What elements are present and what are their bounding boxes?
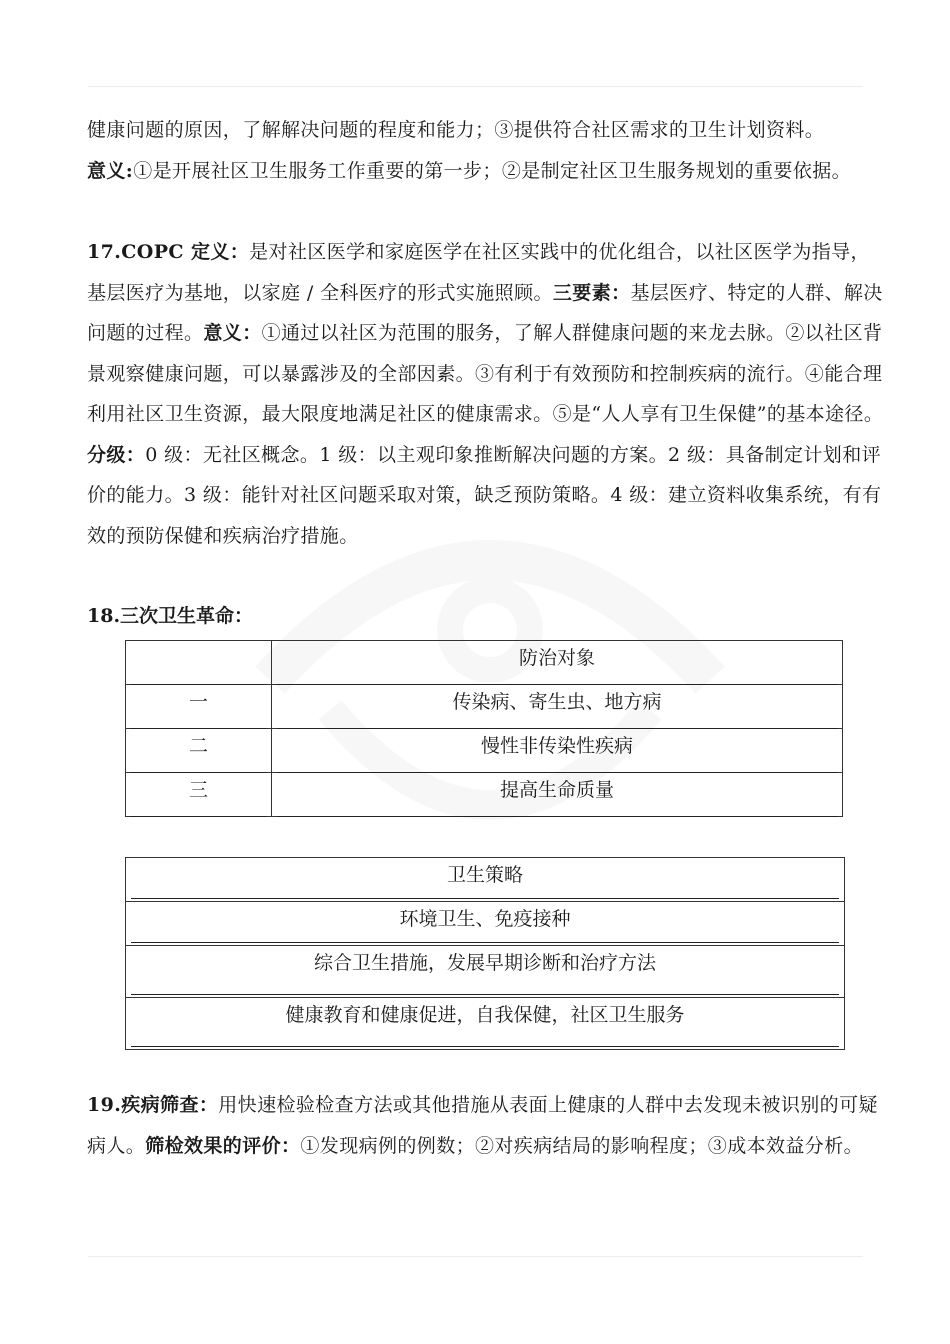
table-cell: 提高生命质量 — [272, 773, 843, 817]
meaning-label: 意义: — [87, 159, 134, 182]
table-row — [126, 858, 845, 902]
item-17-meaning-label: 意义： — [203, 322, 262, 344]
table-cell: 环境卫生、免疫接种 — [126, 902, 845, 946]
table-row — [126, 641, 843, 685]
table-row — [126, 773, 843, 817]
evaluation-label: 筛检效果的评价： — [145, 1134, 301, 1157]
table-row — [126, 685, 843, 729]
table-cell: 传染病、寄生虫、地方病 — [272, 685, 843, 729]
table-cell: 三 — [126, 773, 272, 817]
table-cell: 一 — [126, 685, 272, 729]
table-cell: 综合卫生措施，发展早期诊断和治疗方法 — [126, 946, 845, 998]
header-rule — [88, 86, 863, 87]
table-row — [126, 729, 843, 773]
table-row — [126, 998, 845, 1050]
table-cell — [126, 641, 272, 685]
grading-label: 分级： — [87, 443, 146, 466]
item-19-label: 19.疾病筛查： — [87, 1094, 219, 1116]
continuation-paragraph: 健康问题的原因，了解解决问题的程度和能力；③提供符合社区需求的卫生计划资料。 意义:①是开展社区卫生服务工作重要的第一步；②是制定社区卫生服务规划的重要依据。 — [87, 119, 852, 182]
footer-rule — [88, 1256, 863, 1257]
item-17-label: 17.COPC 定义： — [87, 241, 250, 263]
item-19-paragraph: 19.疾病筛查：用快速检验检查方法或其他措施从表面上健康的人群中去发现未被识别的可疑病人。筛检效果的评价：①发现病例的例数；②对疾病结局的影响程度；③成本效益分析。 — [87, 1094, 878, 1157]
item-17-paragraph: 17.COPC 定义：是对社区医学和家庭医学在社区实践中的优化组合，以社区医学为指导，基层医疗为基地，以家庭 / 全科医疗的形式实施照顾。三要素：基层医疗、特定的人群、解决问题的过程。意义：①通过以社区为范围的服务，了解人群健康问题的来龙去脉。②以社区背景观察健康问题，可以暴露涉及的全部因素。③有利于有效预防和控制疾病的流行。④能合理利用社区卫生资源，最大限度地满足社区的健康需求。⑤是“人人享有卫生保健”的基本途径。分级：0 级：无社区概念。1 级：以主观印象推断解决问题的方案。2 级：具备制定计划和评价的能力。3 级：能针对社区问题采取对策，缺乏预防策略。4 级：建立资料收集系统，有有效的预防保健和疾病治疗措施。 — [87, 241, 884, 547]
item-18-heading: 18.三次卫生革命： — [87, 605, 254, 627]
health-revolution-targets-table — [125, 640, 843, 817]
health-strategy-table — [125, 857, 845, 1050]
table-row — [126, 902, 845, 946]
table-header-cell: 卫生策略 — [126, 858, 845, 902]
three-elements-label: 三要素： — [552, 281, 631, 304]
table-cell: 健康教育和健康促进，自我保健，社区卫生服务 — [126, 998, 845, 1050]
table-cell: 二 — [126, 729, 272, 773]
table-row — [126, 946, 845, 998]
table-cell: 慢性非传染性疾病 — [272, 729, 843, 773]
table-header-cell: 防治对象 — [272, 641, 843, 685]
